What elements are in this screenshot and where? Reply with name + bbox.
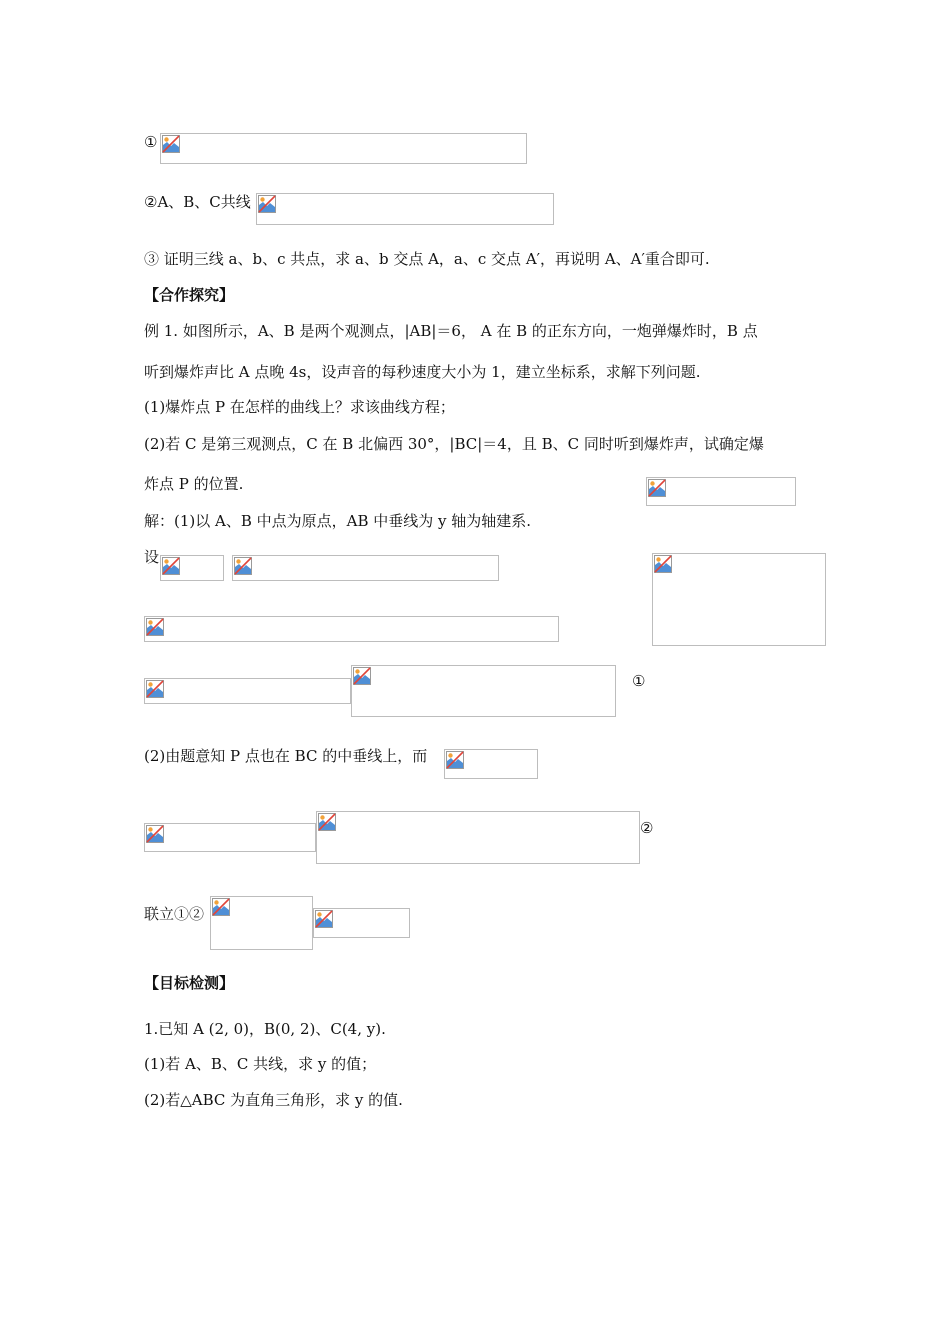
example-question-2-line-1: (2)若 C 是第三观测点，C 在 B 北偏西 30°，|BC|＝4，且 B、C 同时听到爆炸声，试确定爆 xyxy=(144,435,764,453)
formula-image xyxy=(144,823,316,852)
broken-image-icon xyxy=(446,751,464,769)
formula-image xyxy=(313,908,410,938)
equation-marker-1: ① xyxy=(632,672,646,690)
example-line-2: 听到爆炸声比 A 点晚 4s，设声音的每秒速度大小为 1，建立坐标系，求解下列问题. xyxy=(144,363,701,381)
broken-image-icon xyxy=(162,135,180,153)
formula-image xyxy=(351,665,616,717)
formula-image xyxy=(160,555,224,581)
example-question-2-line-2: 炸点 P 的位置. xyxy=(144,475,244,493)
exercise-question-1: (1)若 A、B、C 共线，求 y 的值； xyxy=(144,1055,377,1073)
formula-image xyxy=(316,811,640,864)
broken-image-icon xyxy=(162,557,180,575)
formula-image xyxy=(144,678,351,704)
broken-image-icon xyxy=(353,667,371,685)
formula-image xyxy=(160,133,527,164)
equation-marker-2: ② xyxy=(640,819,654,837)
diagram-image xyxy=(652,553,826,646)
example-line-1: 例 1. 如图所示，A、B 是两个观测点，|AB|＝6， A 在 B 的正东方向，一炮弹爆炸时，B 点 xyxy=(144,322,758,340)
solution-combine-label: 联立①② xyxy=(144,905,205,923)
broken-image-icon xyxy=(315,910,333,928)
formula-image xyxy=(256,193,554,225)
broken-image-icon xyxy=(648,479,666,497)
formula-image xyxy=(210,896,313,950)
broken-image-icon xyxy=(146,618,164,636)
broken-image-icon xyxy=(258,195,276,213)
exercise-question-2: (2)若△ABC 为直角三角形，求 y 的值. xyxy=(144,1091,403,1109)
figure-image xyxy=(646,477,796,506)
formula-image xyxy=(232,555,499,581)
exercise-line-1: 1.已知 A (2, 0)，B(0, 2)、C(4, y). xyxy=(144,1020,386,1038)
item-text-3: ③ 证明三线 a、b、c 共点，求 a、b 交点 A，a、c 交点 A′，再说明 A、A′重合即可. xyxy=(144,250,710,268)
broken-image-icon xyxy=(654,555,672,573)
item-text-2: ②A、B、C共线 xyxy=(144,193,251,211)
broken-image-icon xyxy=(146,825,164,843)
broken-image-icon xyxy=(318,813,336,831)
example-question-1: (1)爆炸点 P 在怎样的曲线上？求该曲线方程； xyxy=(144,398,455,416)
section-heading-target: 【目标检测】 xyxy=(144,974,235,992)
section-heading-cooperative: 【合作探究】 xyxy=(144,286,235,304)
solution-set-label: 设 xyxy=(144,548,160,566)
solution-line-2: (2)由题意知 P 点也在 BC 的中垂线上，而 xyxy=(144,747,428,765)
solution-line-1: 解：(1)以 A、B 中点为原点，AB 中垂线为 y 轴为轴建系. xyxy=(144,512,532,530)
item-number-1: ① xyxy=(144,133,158,151)
formula-image xyxy=(144,616,559,642)
broken-image-icon xyxy=(212,898,230,916)
broken-image-icon xyxy=(146,680,164,698)
formula-image xyxy=(444,749,538,779)
broken-image-icon xyxy=(234,557,252,575)
